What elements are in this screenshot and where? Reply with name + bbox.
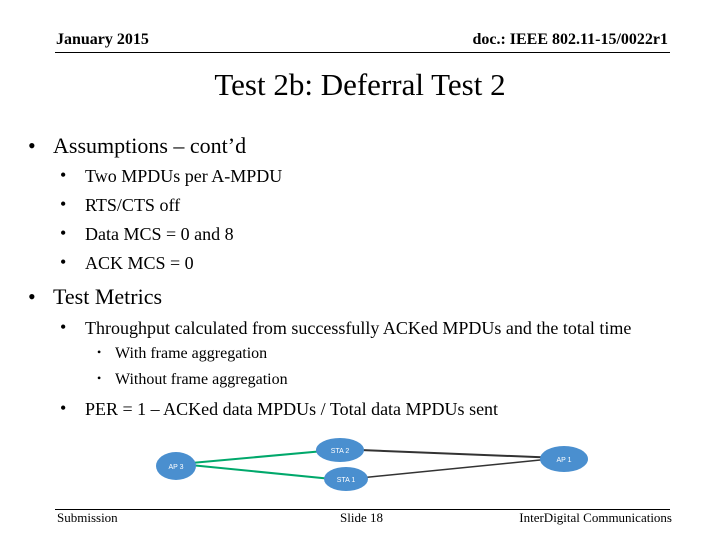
header-doc-id: doc.: IEEE 802.11-15/0022r1 bbox=[472, 31, 668, 48]
bullet-dot: • bbox=[97, 371, 102, 385]
metric-per: PER = 1 – ACKed data MPDUs / Total data MPDUs sent bbox=[85, 399, 499, 419]
header-date: January 2015 bbox=[56, 31, 149, 48]
metric-sub-item: With frame aggregation bbox=[115, 345, 268, 362]
bullet-dot: • bbox=[28, 284, 36, 309]
link-ap3-sta1 bbox=[180, 464, 342, 480]
link-ap3-sta2 bbox=[180, 450, 335, 464]
footer-company: InterDigital Communications bbox=[519, 510, 672, 525]
assumption-item: Data MCS = 0 and 8 bbox=[85, 224, 234, 244]
node-ap1 bbox=[540, 446, 588, 472]
assumption-item: ACK MCS = 0 bbox=[85, 253, 194, 273]
node-label-sta2: STA 2 bbox=[330, 448, 350, 455]
topology-diagram bbox=[150, 430, 600, 502]
node-label-ap3: AP 3 bbox=[168, 464, 184, 471]
footer-slide-number: Slide 18 bbox=[340, 510, 383, 525]
slide-title: Test 2b: Deferral Test 2 bbox=[214, 67, 506, 102]
footer-submission: Submission bbox=[57, 510, 118, 525]
metric-sub-item: Without frame aggregation bbox=[115, 371, 288, 388]
bullet-dot: • bbox=[28, 133, 36, 158]
bullet-dot: • bbox=[60, 317, 67, 337]
section-heading-test-metrics: Test Metrics bbox=[53, 284, 163, 309]
node-label-ap1: AP 1 bbox=[556, 457, 572, 464]
assumption-item: RTS/CTS off bbox=[85, 195, 181, 215]
header-divider bbox=[55, 52, 670, 53]
bullet-dot: • bbox=[60, 194, 67, 214]
node-sta1 bbox=[324, 467, 368, 491]
node-ap3 bbox=[156, 452, 196, 480]
assumption-item: Two MPDUs per A-MPDU bbox=[85, 166, 283, 186]
bullet-dot: • bbox=[60, 398, 67, 418]
bullet-dot: • bbox=[97, 345, 102, 359]
metric-throughput: Throughput calculated from successfully ACKed MPDUs and the total time bbox=[85, 318, 632, 338]
bullet-dot: • bbox=[60, 223, 67, 243]
node-label-sta1: STA 1 bbox=[336, 477, 356, 484]
link-sta2-ap1 bbox=[360, 450, 560, 458]
node-sta2 bbox=[316, 438, 364, 462]
bullet-dot: • bbox=[60, 165, 67, 185]
link-sta1-ap1 bbox=[360, 458, 560, 478]
bullet-dot: • bbox=[60, 252, 67, 272]
section-heading-assumptions: Assumptions – cont’d bbox=[53, 133, 247, 158]
